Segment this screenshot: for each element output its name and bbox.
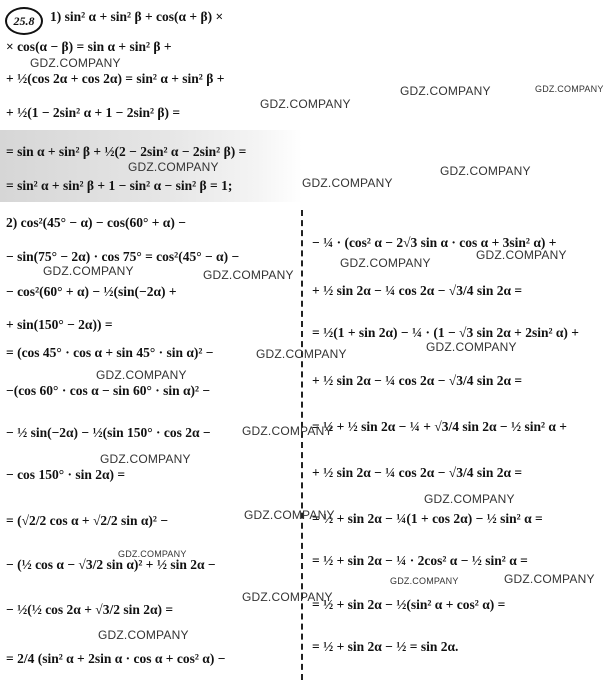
watermark: GDZ.COMPANY <box>43 264 134 278</box>
right-line-5: = ½ + ½ sin 2α − ¼ + √3/4 sin 2α − ½ sin² α + <box>312 419 568 434</box>
part1-line-1: 1) sin² α + sin² β + cos(α + β) × <box>50 9 224 24</box>
watermark: GDZ.COMPANY <box>118 549 187 559</box>
watermark: GDZ.COMPANY <box>98 628 189 642</box>
part2-line-6: −(cos 60° · cos α − sin 60° · sin α)² − <box>6 383 211 398</box>
part1-line-4: + ½(1 − 2sin² α + 1 − 2sin² β) = <box>6 105 181 120</box>
part1-line-5: = sin α + sin² β + ½(2 − 2sin² α − 2sin² β) = <box>6 144 247 159</box>
watermark: GDZ.COMPANY <box>260 97 351 111</box>
right-line-9: = ½ + sin 2α − ½(sin² α + cos² α) = <box>312 597 506 612</box>
watermark: GDZ.COMPANY <box>535 84 604 94</box>
watermark: GDZ.COMPANY <box>302 176 393 190</box>
part2-line-3: − cos²(60° + α) − ½(sin(−2α) + <box>6 284 177 299</box>
right-line-6: + ½ sin 2α − ¼ cos 2α − √3/4 sin 2α = <box>312 465 523 480</box>
watermark: GDZ.COMPANY <box>203 268 294 282</box>
part1-line-3: + ½(cos 2α + cos 2α) = sin² α + sin² β + <box>6 71 225 86</box>
watermark: GDZ.COMPANY <box>242 424 333 438</box>
part2-line-8: − cos 150° · sin 2α) = <box>6 467 126 482</box>
problem-number-badge: 25.8 <box>5 7 43 35</box>
right-line-3: = ½(1 + sin 2α) − ¼ · (1 − √3 sin 2α + 2sin² α) + <box>312 325 579 340</box>
watermark: GDZ.COMPANY <box>476 248 567 262</box>
watermark: GDZ.COMPANY <box>128 160 219 174</box>
part2-line-2: − sin(75° − 2α) · cos 75° = cos²(45° − α) − <box>6 249 240 264</box>
part2-line-11: − ½(½ cos 2α + √3/2 sin 2α) = <box>6 602 174 617</box>
watermark: GDZ.COMPANY <box>242 590 333 604</box>
right-line-1: − ¼ · (cos² α − 2√3 sin α · cos α + 3sin² α) + <box>312 235 557 250</box>
watermark: GDZ.COMPANY <box>100 452 191 466</box>
watermark: GDZ.COMPANY <box>424 492 515 506</box>
right-line-2: + ½ sin 2α − ¼ cos 2α − √3/4 sin 2α = <box>312 283 523 298</box>
column-divider <box>301 210 303 680</box>
watermark: GDZ.COMPANY <box>400 84 491 98</box>
watermark: GDZ.COMPANY <box>30 56 121 70</box>
watermark: GDZ.COMPANY <box>504 572 595 586</box>
part1-line-6: = sin² α + sin² β + 1 − sin² α − sin² β = 1; <box>6 178 233 193</box>
part2-line-1: 2) cos²(45° − α) − cos(60° + α) − <box>6 215 186 230</box>
watermark: GDZ.COMPANY <box>96 368 187 382</box>
right-line-7: = ½ + sin 2α − ¼(1 + cos 2α) − ½ sin² α = <box>312 511 543 526</box>
right-line-4: + ½ sin 2α − ¼ cos 2α − √3/4 sin 2α = <box>312 373 523 388</box>
watermark: GDZ.COMPANY <box>340 256 431 270</box>
right-line-10: = ½ + sin 2α − ½ = sin 2α. <box>312 639 459 654</box>
right-line-8: = ½ + sin 2α − ¼ · 2cos² α − ½ sin² α = <box>312 553 528 568</box>
part2-line-5: = (cos 45° · cos α + sin 45° · sin α)² − <box>6 345 214 360</box>
watermark: GDZ.COMPANY <box>390 576 459 586</box>
part2-line-12: = 2/4 (sin² α + 2sin α · cos α + cos² α) − <box>6 651 226 666</box>
part2-line-7: − ½ sin(−2α) − ½(sin 150° · cos 2α − <box>6 425 211 440</box>
watermark: GDZ.COMPANY <box>244 508 335 522</box>
part1-line-2: × cos(α − β) = sin α + sin² β + <box>6 39 172 54</box>
watermark: GDZ.COMPANY <box>426 340 517 354</box>
part2-line-9: = (√2/2 cos α + √2/2 sin α)² − <box>6 513 169 528</box>
watermark: GDZ.COMPANY <box>256 347 347 361</box>
watermark: GDZ.COMPANY <box>440 164 531 178</box>
part2-line-10: − (½ cos α − √3/2 sin α)² + ½ sin 2α − <box>6 557 216 572</box>
part2-line-4: + sin(150° − 2α)) = <box>6 317 113 332</box>
